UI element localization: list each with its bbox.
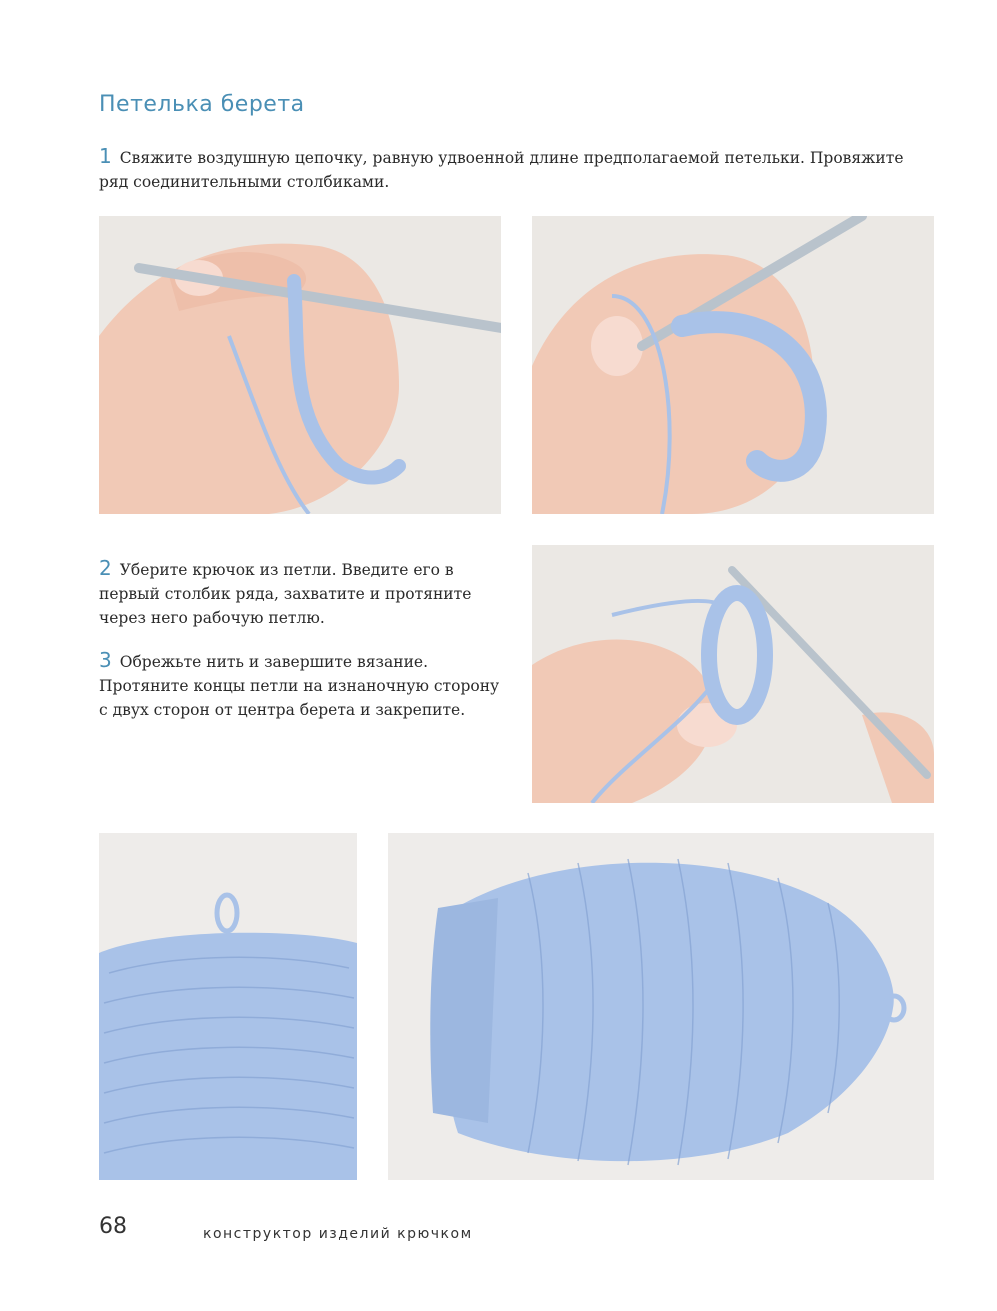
step-3-number: 3 bbox=[99, 648, 112, 672]
step-1-number: 1 bbox=[99, 144, 112, 168]
photo-step-2 bbox=[532, 545, 934, 803]
section-title: Петелька берета bbox=[99, 92, 305, 117]
step-3 bbox=[99, 648, 504, 722]
photo-step-1a bbox=[99, 216, 501, 514]
step-2-number: 2 bbox=[99, 556, 112, 580]
step-1 bbox=[99, 144, 909, 194]
photo-beret-full bbox=[388, 833, 934, 1180]
step-2 bbox=[99, 556, 504, 630]
step-2-text: Уберите крючок из петли. Введите его в первый столбик ряда, захватите и протяните через него рабочую петлю. bbox=[99, 561, 472, 627]
photo-beret-top bbox=[99, 833, 357, 1180]
photo-step-1b bbox=[532, 216, 934, 514]
book-title: конструктор изделий крючком bbox=[203, 1226, 473, 1242]
step-3-text: Обрежьте нить и завершите вязание. Протяните концы петли на изнаночную сторону с двух сторон от центра берета и закрепите. bbox=[99, 653, 500, 719]
step-1-text: Свяжите воздушную цепочку, равную удвоенной длине предполагаемой петельки. Провяжите ряд соединительными столбиками. bbox=[99, 149, 904, 191]
page-number: 68 bbox=[99, 1214, 127, 1239]
